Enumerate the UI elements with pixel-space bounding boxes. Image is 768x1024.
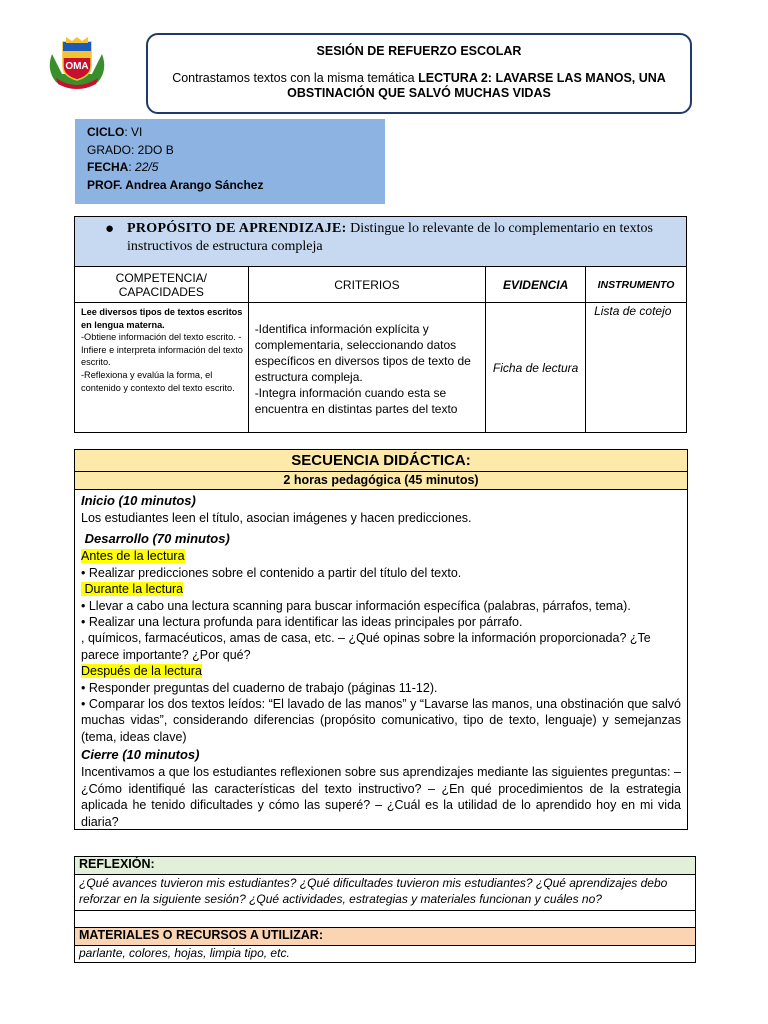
cierre-title: Cierre (10 minutos) (81, 747, 200, 763)
materials-text: parlante, colores, hojas, limpia tipo, etc. (75, 946, 696, 963)
materials-title: MATERIALES O RECURSOS A UTILIZAR: (75, 928, 696, 946)
criterio-item: -Integra información cuando esta se encuentra en distintas partes del texto (254, 386, 458, 416)
header-evidencia: EVIDENCIA (486, 267, 586, 303)
subtitle-lectura: LECTURA 2: LAVARSE LAS MANOS, UNA OBSTINACIÓN QUE SALVÓ MUCHAS VIDAS (287, 71, 666, 100)
list-item: • Responder preguntas del cuaderno de trabajo (páginas 11-12). (81, 680, 438, 695)
list-item: • Comparar los dos textos leídos: “El lavado de las manos” y “Lavarse las manos, una obstinación que salvó muchas vidas”, considerando diferencias (propósito comunicativo, tipo de texto, lenguaje) y semejanzas (tema, ideas clave) (81, 697, 681, 744)
competency-table (74, 216, 687, 433)
session-info (75, 119, 385, 204)
inicio-title: Inicio (10 minutos) (81, 493, 196, 508)
competencia-item: -Obtiene información del texto escrito. -Infiere e interpreta información del texto escrito. (81, 332, 243, 368)
competencia-cell (75, 303, 249, 433)
fecha-sep: : (128, 160, 136, 174)
sequence-duration: 2 horas pedagógica (45 minutos) (75, 472, 687, 490)
reflection-header-row (75, 857, 696, 875)
cierre-text: Incentivamos a que los estudiantes reflexionen sobre sus aprendizajes mediante las siguientes preguntas: – ¿Cómo identifiqué las características del texto instructivo? – ¿En qué procedimientos de la estrategia aplicada he tenido dificultades y cómo las superé? – ¿Cuál es la utilidad de lo aprendido hoy en mi vida diaria? (81, 765, 681, 829)
fecha-value: 22/5 (135, 160, 159, 174)
page-title: SESIÓN DE REFUERZO ESCOLAR (316, 44, 522, 58)
list-item: • Realizar predicciones sobre el contenido a partir del título del texto. (81, 565, 462, 580)
grado-value: : 2DO B (131, 142, 174, 157)
subtitle-prefix: Contrastamos textos con la misma temática (172, 71, 419, 85)
header-criterios: CRITERIOS (248, 267, 486, 303)
header-box (146, 33, 692, 114)
purpose-cell (75, 217, 687, 267)
desarrollo-title: Desarrollo (70 minutos) (81, 531, 230, 547)
sequence-content (75, 490, 687, 830)
purpose-row (75, 217, 687, 267)
list-item: • Realizar una lectura profunda para identificar las ideas principales por párrafo. (81, 615, 523, 630)
page-subtitle (148, 71, 690, 101)
competencia-item: -Reflexiona y evalúa la forma, el contenido y contexto del texto escrito. (81, 369, 235, 393)
ciclo-value: : VI (124, 125, 143, 139)
grado-label: GRADO (87, 142, 132, 157)
despues-label: Después de la lectura (81, 664, 202, 679)
logo-text: OMA (65, 61, 89, 72)
bullet-icon: ● (105, 221, 115, 237)
criterios-cell (248, 303, 486, 433)
header-competencia: COMPETENCIA/ CAPACIDADES (75, 267, 249, 303)
info-fecha (87, 159, 385, 177)
reflection-table (74, 856, 696, 963)
list-item: • Llevar a cabo una lectura scanning para buscar información específica (palabras, párrafos, tema). (81, 598, 631, 613)
reflection-title: REFLEXIÓN: (75, 857, 696, 875)
purpose-text: Distingue lo relevante de lo complementario en textos instructivos de estructura compleja (127, 221, 653, 254)
fecha-label: FECHA (87, 160, 129, 174)
ciclo-label: CICLO (87, 125, 125, 139)
evidencia-cell: Ficha de lectura (486, 303, 586, 433)
didactic-sequence (74, 449, 688, 830)
durante-label: Durante la lectura (81, 582, 184, 597)
table-row (75, 303, 687, 433)
competencia-title: Lee diversos tipos de textos escritos en lengua materna. (81, 307, 243, 330)
instrumento-cell: Lista de cotejo (586, 303, 687, 433)
reflection-questions-row (75, 875, 696, 911)
school-logo (46, 36, 108, 90)
materials-row (75, 946, 696, 963)
info-ciclo (87, 124, 385, 142)
info-grado (87, 142, 385, 160)
antes-label: Antes de la lectura (81, 549, 185, 564)
header-instrumento: INSTRUMENTO (586, 267, 687, 303)
purpose-label: PROPÓSITO DE APRENDIZAJE: (127, 221, 347, 236)
materials-header-row (75, 928, 696, 946)
list-item: , químicos, farmacéuticos, amas de casa, etc. – ¿Qué opinas sobre la información proporcionada? ¿Te parece importante? ¿Por qué? (81, 631, 651, 662)
empty-row (75, 911, 696, 928)
info-prof: PROF. Andrea Arango Sánchez (87, 177, 264, 192)
table-header-row (75, 267, 687, 303)
inicio-text: Los estudiantes leen el título, asocian imágenes y hacen predicciones. (81, 511, 472, 525)
reflection-questions: ¿Qué avances tuvieron mis estudiantes? ¿Qué dificultades tuvieron mis estudiantes? ¿Qué aprendizajes debo reforzar en la siguiente sesión? ¿Qué actividades, estrategias y materiales funcionan y cuáles no? (75, 875, 696, 911)
criterio-item: -Identifica información explícita y complementaria, seleccionando datos específicos en diversos tipos de texto de estructura compleja. (254, 322, 471, 384)
sequence-title: SECUENCIA DIDÁCTICA: (75, 450, 687, 472)
